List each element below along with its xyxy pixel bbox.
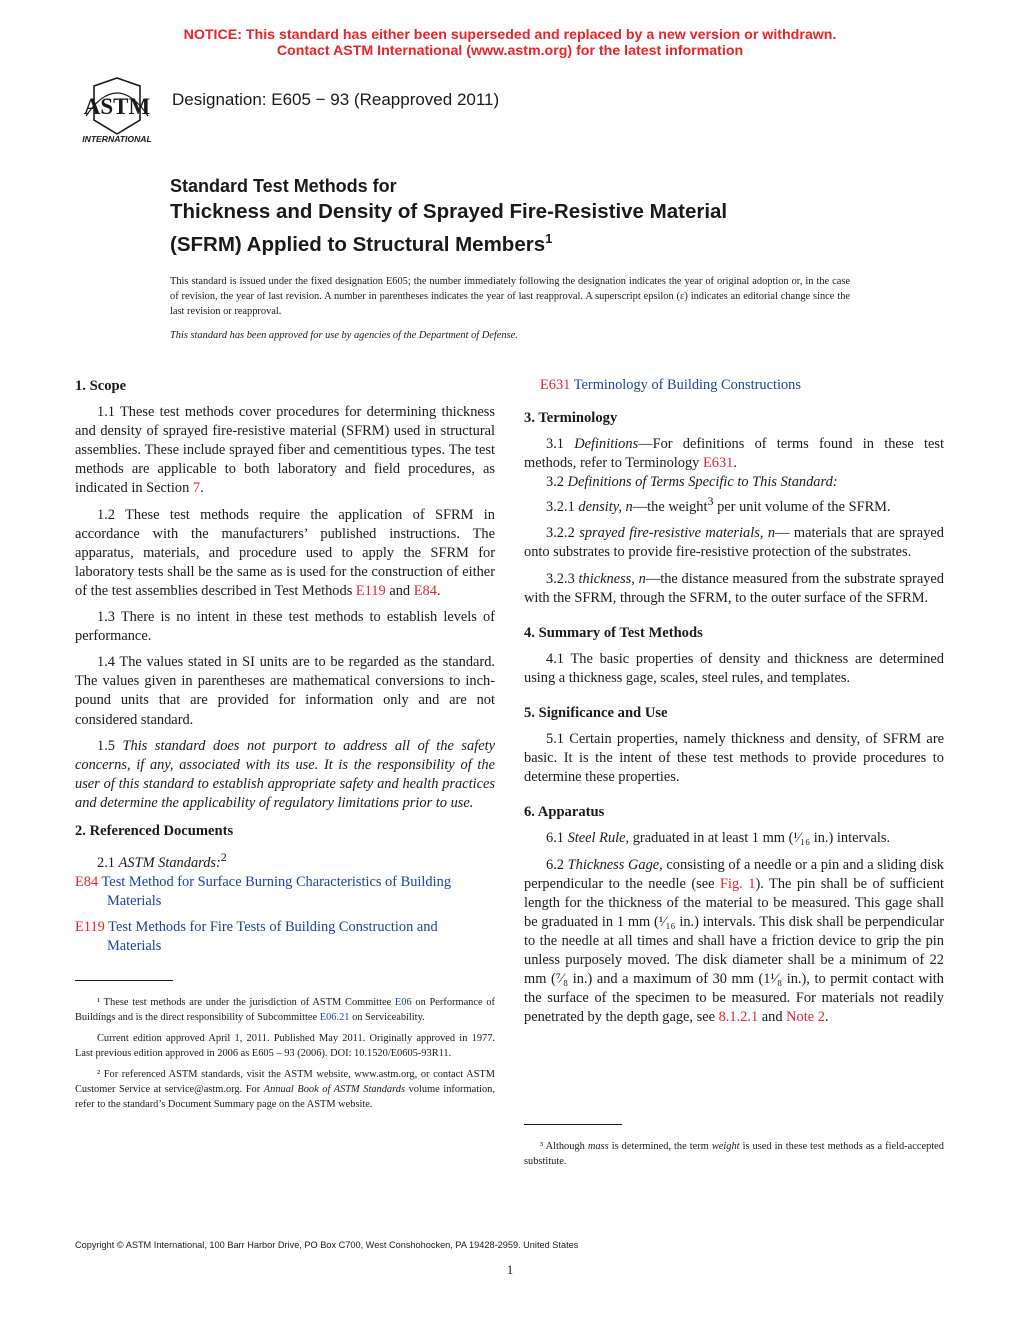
link-e06-21[interactable]: E06.21 xyxy=(319,1012,350,1024)
right-footnotes xyxy=(524,1124,944,1175)
ref-e631[interactable] xyxy=(540,376,944,395)
notice-line-2: Contact ASTM International (www.astm.org) for the latest information xyxy=(276,43,744,59)
notice-line-1: NOTICE: This standard has either been superseded and replaced by a new version or withdrawn. xyxy=(183,27,837,43)
para-1-4: 1.4 The values stated in SI units are to be regarded as the standard. The values given in parentheses are mathematical conversions to inch-pound units that are provided for information only and are not considered standard. xyxy=(75,654,495,728)
para-1-5 xyxy=(75,737,495,813)
title-footnote-mark: 1 xyxy=(545,231,553,246)
para-6-1-text: graduated in at least 1 mm (¹⁄₁₆ in.) intervals. xyxy=(629,830,891,847)
para-3-2-3 xyxy=(524,570,944,608)
footnote-3-weight: weight xyxy=(711,1141,740,1152)
ref-e84-code[interactable]: E84 xyxy=(75,873,99,890)
para-3-2-2-text: — materials that are sprayed onto substrates to provide fire-resistive protection of the substrates. xyxy=(524,525,944,561)
logo-subtext: INTERNATIONAL xyxy=(82,134,152,144)
section-referenced-documents-heading: 2. Referenced Documents xyxy=(75,822,234,839)
para-1-5-text: This standard does not purport to address all of the safety concerns, if any, associated with its use. It is the responsibility of the user of this standard to establish appropriate safety and health practices and determine the applicability of regulatory limitations prior to use. xyxy=(75,737,495,811)
approval-note: This standard has been approved for use by agencies of the Department of Defense. xyxy=(170,330,518,341)
footnote-1 xyxy=(75,995,495,1025)
link-e06[interactable]: E06 xyxy=(394,997,412,1009)
footnote-3 xyxy=(524,1139,944,1169)
footnote-2-text: ² For referenced ASTM standards, visit the ASTM website, www.astm.org, or contact ASTM Customer Service at service@astm.org. For xyxy=(75,1069,495,1096)
section-apparatus-heading: 6. Apparatus xyxy=(524,804,605,821)
title-line-3-text: (SFRM) Applied to Structural Members xyxy=(170,232,546,256)
para-1-3: 1.3 There is no intent in these test methods to establish levels of performance. xyxy=(75,609,495,645)
ref-e84-title[interactable]: Test Method for Surface Burning Characteristics of Building Materials xyxy=(98,873,452,910)
left-column xyxy=(75,377,495,1118)
link-note-2[interactable]: Note 2 xyxy=(786,1009,825,1026)
footnote-1-edition: Current edition approved April 1, 2011. Published May 2011. Originally approved in 1977. Last previous edition approved in 2006 as E605 – 93 (2006). DOI: 10.1520/E0605-93R11. xyxy=(75,1033,495,1060)
para-2-1-sup: 2 xyxy=(220,850,227,865)
para-1-1-text: 1.1 These test methods cover procedures for determining thickness and density of sprayed fire-resistive material (SFRM) used in structural assemblies. These include sprayed fiber and cementitious types. The test methods are applicable to both laboratory and field procedures, as indicated in Section xyxy=(75,404,495,497)
footnote-2 xyxy=(75,1067,495,1112)
para-1-5-num: 1.5 xyxy=(97,737,123,754)
para-4-1: 4.1 The basic properties of density and thickness are determined using a thickness gage, scales, steel rules, and templates. xyxy=(524,650,944,686)
section-terminology-heading: 3. Terminology xyxy=(524,410,618,427)
para-3-2-term: Definitions of Terms Specific to This Standard: xyxy=(567,474,838,491)
para-3-2-1-sup: 3 xyxy=(707,494,714,509)
para-1-1 xyxy=(75,403,495,498)
ref-e84[interactable] xyxy=(75,873,495,911)
para-1-2-mid: and xyxy=(385,582,414,599)
ref-e119-code[interactable]: E119 xyxy=(75,919,105,936)
title-line-3 xyxy=(170,225,930,258)
para-6-2-term: Thickness Gage, xyxy=(567,856,663,873)
section-significance-heading: 5. Significance and Use xyxy=(524,705,668,722)
para-6-2 xyxy=(524,856,944,1028)
ref-e119[interactable] xyxy=(75,918,495,956)
para-1-2-end: . xyxy=(436,582,441,599)
link-fig-1[interactable]: Fig. 1 xyxy=(719,875,756,892)
para-3-2-2-term: sprayed fire-resistive materials, n xyxy=(579,525,776,542)
para-6-1 xyxy=(524,829,944,848)
para-3-2-1 xyxy=(524,492,944,517)
para-3-2-3-num: 3.2.3 xyxy=(546,570,579,587)
footnote-3-end: is used in these test methods as a field-accepted substitute. xyxy=(524,1141,944,1167)
link-8-1-2-1[interactable]: 8.1.2.1 xyxy=(718,1009,759,1026)
ref-e631-title[interactable]: Terminology of Building Constructions xyxy=(570,377,801,393)
footnote-2-end: volume information, refer to the standard’s Document Summary page on the ASTM website. xyxy=(75,1084,495,1111)
para-6-2-text: consisting of a needle or a pin and a sliding disk perpendicular to the needle (see xyxy=(524,856,945,892)
footnote-1-mid: on Performance of Buildings and is the direct responsibility of Subcommittee xyxy=(75,997,495,1024)
copyright-line: Copyright © ASTM International, 100 Barr Harbor Drive, PO Box C700, West Conshohocken, PA 19428-2959. United States xyxy=(75,1240,579,1250)
preamble-text: This standard is issued under the fixed designation E605; the number immediately following the designation indicates the year of original adoption or, in the case of revision, the year of last revision. A number in parentheses indicates the year of last reapproval. A superscript epsilon (ε) indicates an editorial change since the last revision or reapproval. xyxy=(170,276,850,317)
footnote-rule-right xyxy=(524,1124,622,1125)
logo-letters: ASTM xyxy=(83,94,151,119)
ref-e631-code[interactable]: E631 xyxy=(540,377,571,393)
para-1-2 xyxy=(75,506,495,601)
link-section-7[interactable]: 7 xyxy=(192,480,201,497)
title-line-2: Thickness and Density of Sprayed Fire-Resistive Material xyxy=(170,200,728,223)
standard-title xyxy=(170,174,930,258)
link-e84[interactable]: E84 xyxy=(413,582,437,599)
footnote-3-mid: is determined, the term xyxy=(608,1141,712,1152)
para-5-1: 5.1 Certain properties, namely thickness and density, of SFRM are basic. It is the intent of these test methods to provide procedures to determine these properties. xyxy=(524,731,944,786)
para-1-1-end: . xyxy=(200,480,204,497)
para-2-1-text: ASTM Standards: xyxy=(118,854,221,871)
para-2-1 xyxy=(75,848,495,873)
para-3-2-1-num: 3.2.1 xyxy=(546,499,579,516)
link-e631[interactable]: E631 xyxy=(702,455,734,472)
para-3-2-1-end: per unit volume of the SFRM. xyxy=(713,499,891,516)
para-2-1-num: 2.1 xyxy=(97,854,119,871)
para-3-2-1-text: —the weight xyxy=(632,499,708,516)
page-number: 1 xyxy=(506,1262,514,1277)
right-column xyxy=(524,377,944,1034)
footnote-1-end: on Serviceability. xyxy=(349,1012,425,1024)
para-3-1-num: 3.1 xyxy=(546,436,575,453)
para-6-2-end: . xyxy=(824,1009,829,1026)
para-3-2-2-num: 3.2.2 xyxy=(546,525,580,542)
para-1-2-text: 1.2 These test methods require the application of SFRM in accordance with the manufacturers’ published instructions. The apparatus, materials, and procedure used to apply the SFRM for laboratory tests shall be the same as is used for the construction of either of the test assemblies described in Test Methods xyxy=(75,506,495,599)
footnote-2-book: Annual Book of ASTM Standards xyxy=(263,1084,406,1096)
para-6-1-num: 6.1 xyxy=(546,830,568,847)
section-summary-heading: 4. Summary of Test Methods xyxy=(524,624,703,641)
para-3-1 xyxy=(524,435,944,473)
footnote-rule xyxy=(75,980,173,981)
designation: Designation: E605 − 93 (Reapproved 2011) xyxy=(172,90,500,109)
para-3-2-num: 3.2 xyxy=(546,474,568,491)
title-line-1: Standard Test Methods for xyxy=(170,176,397,196)
para-6-2-text-2: ). The pin shall be of sufficient length for the thickness of the material to be measured. This gage shall be graduated in 1 mm (¹⁄₁₆ in.) intervals. This disk shall be perpendicular to the needle at all times and shall have a friction device to grip the pin unless purposely moved. The disk diameter shall be a minimum of 22 mm (⁷⁄₈ in.) and a maximum of 30 mm (1¹⁄₈ in.), to permit contact with the surface of the specimen to be measured. For materials not readily penetrated by the depth gage, see xyxy=(524,875,944,1026)
footnote-1-text: ¹ These test methods are under the jurisdiction of ASTM Committee xyxy=(97,997,395,1009)
para-3-1-text: —For definitions of terms found in these test methods, refer to Terminology xyxy=(524,436,944,472)
para-6-1-term: Steel Rule, xyxy=(567,830,630,847)
para-3-2-2 xyxy=(524,524,944,562)
para-3-1-end: . xyxy=(733,455,737,472)
astm-logo-icon xyxy=(72,76,162,146)
section-scope-heading: 1. Scope xyxy=(75,378,127,394)
para-3-2-3-text: —the distance measured from the substrate sprayed with the SFRM, through the SFRM, to the outer surface of the SFRM. xyxy=(524,570,945,606)
para-3-1-term: Definitions xyxy=(574,436,639,453)
footnote-3-text: ³ Although xyxy=(540,1141,588,1152)
supersession-notice xyxy=(0,27,1020,59)
para-3-2 xyxy=(524,473,944,492)
footnote-3-mass: mass xyxy=(587,1141,609,1152)
ref-e119-title[interactable]: Test Methods for Fire Tests of Building Construction and Materials xyxy=(104,919,438,955)
link-e119[interactable]: E119 xyxy=(355,582,386,599)
para-3-2-1-term: density, n xyxy=(578,499,633,516)
para-3-2-3-term: thickness, n xyxy=(578,570,646,587)
para-6-2-num: 6.2 xyxy=(546,856,568,873)
para-6-2-and: and xyxy=(758,1009,787,1026)
